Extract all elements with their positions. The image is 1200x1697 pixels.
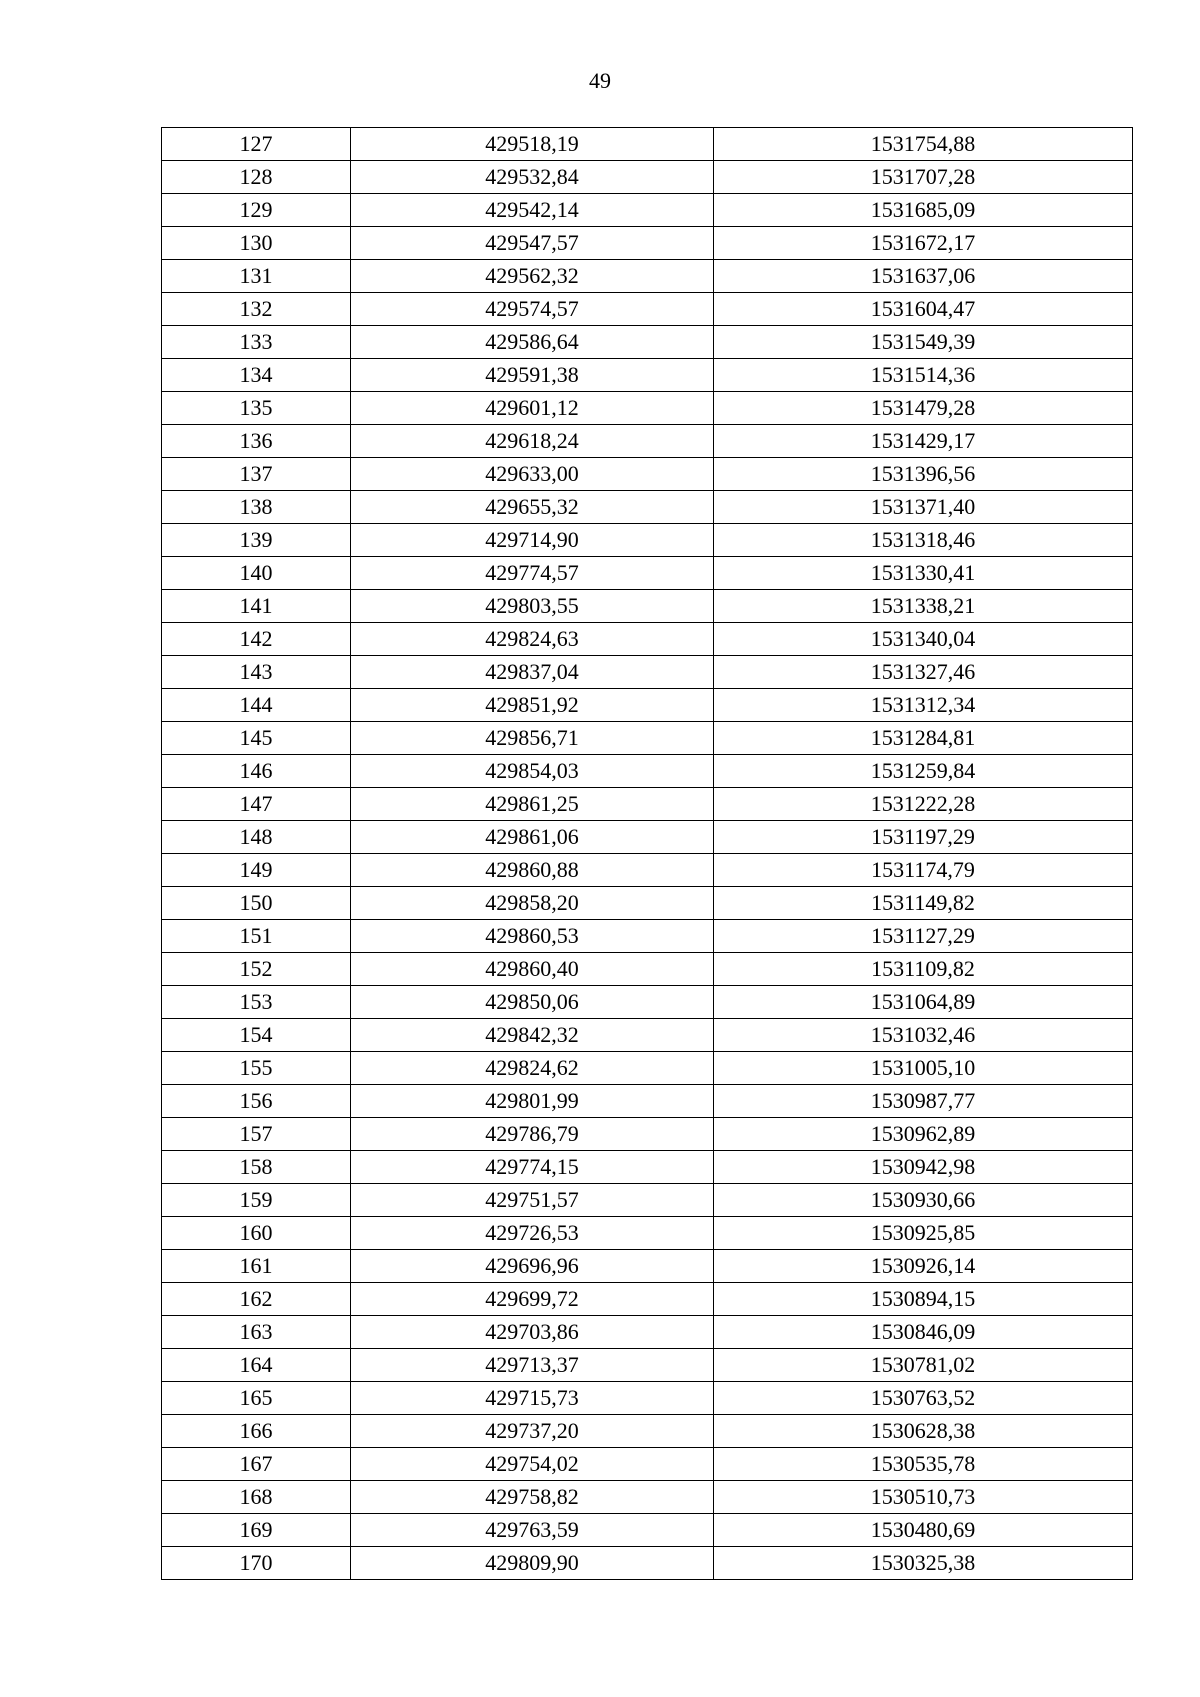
table-row	[162, 854, 1133, 887]
point-number-cell: 132	[162, 293, 351, 326]
point-number-cell: 160	[162, 1217, 351, 1250]
y-coordinate-cell: 1530781,02	[714, 1349, 1133, 1382]
table-row	[162, 1052, 1133, 1085]
table-row	[162, 953, 1133, 986]
point-number-cell: 158	[162, 1151, 351, 1184]
point-number-cell: 162	[162, 1283, 351, 1316]
x-coordinate-cell: 429713,37	[351, 1349, 714, 1382]
table-row	[162, 1547, 1133, 1580]
y-coordinate-cell: 1531672,17	[714, 227, 1133, 260]
point-number-cell: 154	[162, 1019, 351, 1052]
point-number-cell: 146	[162, 755, 351, 788]
x-coordinate-cell: 429714,90	[351, 524, 714, 557]
point-number-cell: 137	[162, 458, 351, 491]
table-row	[162, 491, 1133, 524]
y-coordinate-cell: 1530894,15	[714, 1283, 1133, 1316]
x-coordinate-cell: 429803,55	[351, 590, 714, 623]
y-coordinate-cell: 1531312,34	[714, 689, 1133, 722]
y-coordinate-cell: 1531637,06	[714, 260, 1133, 293]
point-number-cell: 170	[162, 1547, 351, 1580]
x-coordinate-cell: 429860,53	[351, 920, 714, 953]
x-coordinate-cell: 429726,53	[351, 1217, 714, 1250]
point-number-cell: 148	[162, 821, 351, 854]
point-number-cell: 138	[162, 491, 351, 524]
x-coordinate-cell: 429856,71	[351, 722, 714, 755]
table-row	[162, 260, 1133, 293]
table-row	[162, 1448, 1133, 1481]
y-coordinate-cell: 1531284,81	[714, 722, 1133, 755]
point-number-cell: 135	[162, 392, 351, 425]
x-coordinate-cell: 429837,04	[351, 656, 714, 689]
point-number-cell: 130	[162, 227, 351, 260]
x-coordinate-cell: 429751,57	[351, 1184, 714, 1217]
table-row	[162, 1283, 1133, 1316]
x-coordinate-cell: 429861,25	[351, 788, 714, 821]
point-number-cell: 167	[162, 1448, 351, 1481]
y-coordinate-cell: 1530510,73	[714, 1481, 1133, 1514]
x-coordinate-cell: 429715,73	[351, 1382, 714, 1415]
table-row	[162, 326, 1133, 359]
point-number-cell: 165	[162, 1382, 351, 1415]
point-number-cell: 163	[162, 1316, 351, 1349]
y-coordinate-cell: 1531479,28	[714, 392, 1133, 425]
point-number-cell: 155	[162, 1052, 351, 1085]
y-coordinate-cell: 1530930,66	[714, 1184, 1133, 1217]
table-row	[162, 656, 1133, 689]
y-coordinate-cell: 1530325,38	[714, 1547, 1133, 1580]
x-coordinate-cell: 429758,82	[351, 1481, 714, 1514]
y-coordinate-cell: 1531338,21	[714, 590, 1133, 623]
table-row	[162, 821, 1133, 854]
point-number-cell: 151	[162, 920, 351, 953]
x-coordinate-cell: 429542,14	[351, 194, 714, 227]
x-coordinate-cell: 429858,20	[351, 887, 714, 920]
x-coordinate-cell: 429774,15	[351, 1151, 714, 1184]
y-coordinate-cell: 1530962,89	[714, 1118, 1133, 1151]
x-coordinate-cell: 429860,40	[351, 953, 714, 986]
table-row	[162, 590, 1133, 623]
y-coordinate-cell: 1531127,29	[714, 920, 1133, 953]
table-row	[162, 1514, 1133, 1547]
table-row	[162, 524, 1133, 557]
y-coordinate-cell: 1530763,52	[714, 1382, 1133, 1415]
y-coordinate-cell: 1531197,29	[714, 821, 1133, 854]
y-coordinate-cell: 1530480,69	[714, 1514, 1133, 1547]
x-coordinate-cell: 429601,12	[351, 392, 714, 425]
page-number: 49	[589, 68, 611, 93]
table-row	[162, 689, 1133, 722]
table-row	[162, 1019, 1133, 1052]
x-coordinate-cell: 429824,63	[351, 623, 714, 656]
point-number-cell: 157	[162, 1118, 351, 1151]
y-coordinate-cell: 1531064,89	[714, 986, 1133, 1019]
x-coordinate-cell: 429562,32	[351, 260, 714, 293]
y-coordinate-cell: 1531327,46	[714, 656, 1133, 689]
table-row	[162, 557, 1133, 590]
point-number-cell: 128	[162, 161, 351, 194]
table-row	[162, 887, 1133, 920]
y-coordinate-cell: 1531032,46	[714, 1019, 1133, 1052]
table-row	[162, 1349, 1133, 1382]
point-number-cell: 139	[162, 524, 351, 557]
point-number-cell: 144	[162, 689, 351, 722]
x-coordinate-cell: 429824,62	[351, 1052, 714, 1085]
y-coordinate-cell: 1531222,28	[714, 788, 1133, 821]
y-coordinate-cell: 1531429,17	[714, 425, 1133, 458]
x-coordinate-cell: 429801,99	[351, 1085, 714, 1118]
x-coordinate-cell: 429703,86	[351, 1316, 714, 1349]
point-number-cell: 136	[162, 425, 351, 458]
x-coordinate-cell: 429699,72	[351, 1283, 714, 1316]
table-row	[162, 920, 1133, 953]
table-row	[162, 128, 1133, 161]
table-row	[162, 1250, 1133, 1283]
point-number-cell: 164	[162, 1349, 351, 1382]
y-coordinate-cell: 1531549,39	[714, 326, 1133, 359]
y-coordinate-cell: 1531149,82	[714, 887, 1133, 920]
y-coordinate-cell: 1531685,09	[714, 194, 1133, 227]
x-coordinate-cell: 429860,88	[351, 854, 714, 887]
y-coordinate-cell: 1531259,84	[714, 755, 1133, 788]
y-coordinate-cell: 1531396,56	[714, 458, 1133, 491]
y-coordinate-cell: 1531340,04	[714, 623, 1133, 656]
table-row	[162, 1118, 1133, 1151]
table-row	[162, 1184, 1133, 1217]
table-row	[162, 788, 1133, 821]
table-row	[162, 161, 1133, 194]
table-row	[162, 1415, 1133, 1448]
y-coordinate-cell: 1531604,47	[714, 293, 1133, 326]
table-row	[162, 1382, 1133, 1415]
x-coordinate-cell: 429809,90	[351, 1547, 714, 1580]
x-coordinate-cell: 429518,19	[351, 128, 714, 161]
point-number-cell: 168	[162, 1481, 351, 1514]
table-row	[162, 227, 1133, 260]
x-coordinate-cell: 429861,06	[351, 821, 714, 854]
point-number-cell: 145	[162, 722, 351, 755]
x-coordinate-cell: 429763,59	[351, 1514, 714, 1547]
point-number-cell: 147	[162, 788, 351, 821]
x-coordinate-cell: 429547,57	[351, 227, 714, 260]
table-row	[162, 392, 1133, 425]
point-number-cell: 143	[162, 656, 351, 689]
y-coordinate-cell: 1530926,14	[714, 1250, 1133, 1283]
y-coordinate-cell: 1531330,41	[714, 557, 1133, 590]
point-number-cell: 134	[162, 359, 351, 392]
x-coordinate-cell: 429574,57	[351, 293, 714, 326]
y-coordinate-cell: 1530987,77	[714, 1085, 1133, 1118]
table-row	[162, 1217, 1133, 1250]
y-coordinate-cell: 1531109,82	[714, 953, 1133, 986]
point-number-cell: 169	[162, 1514, 351, 1547]
x-coordinate-cell: 429618,24	[351, 425, 714, 458]
point-number-cell: 129	[162, 194, 351, 227]
x-coordinate-cell: 429850,06	[351, 986, 714, 1019]
point-number-cell: 141	[162, 590, 351, 623]
point-number-cell: 131	[162, 260, 351, 293]
y-coordinate-cell: 1531514,36	[714, 359, 1133, 392]
point-number-cell: 149	[162, 854, 351, 887]
point-number-cell: 166	[162, 1415, 351, 1448]
y-coordinate-cell: 1531754,88	[714, 128, 1133, 161]
point-number-cell: 159	[162, 1184, 351, 1217]
point-number-cell: 142	[162, 623, 351, 656]
y-coordinate-cell: 1530925,85	[714, 1217, 1133, 1250]
table-row	[162, 194, 1133, 227]
y-coordinate-cell: 1530942,98	[714, 1151, 1133, 1184]
x-coordinate-cell: 429754,02	[351, 1448, 714, 1481]
y-coordinate-cell: 1531371,40	[714, 491, 1133, 524]
table-row	[162, 722, 1133, 755]
x-coordinate-cell: 429842,32	[351, 1019, 714, 1052]
point-number-cell: 127	[162, 128, 351, 161]
table-row	[162, 623, 1133, 656]
y-coordinate-cell: 1531707,28	[714, 161, 1133, 194]
x-coordinate-cell: 429633,00	[351, 458, 714, 491]
point-number-cell: 161	[162, 1250, 351, 1283]
x-coordinate-cell: 429655,32	[351, 491, 714, 524]
x-coordinate-cell: 429786,79	[351, 1118, 714, 1151]
table-row	[162, 1085, 1133, 1118]
x-coordinate-cell: 429696,96	[351, 1250, 714, 1283]
y-coordinate-cell: 1530535,78	[714, 1448, 1133, 1481]
table-row	[162, 458, 1133, 491]
table-row	[162, 1151, 1133, 1184]
y-coordinate-cell: 1531174,79	[714, 854, 1133, 887]
x-coordinate-cell: 429591,38	[351, 359, 714, 392]
point-number-cell: 152	[162, 953, 351, 986]
point-number-cell: 156	[162, 1085, 351, 1118]
table-row	[162, 1481, 1133, 1514]
table-row	[162, 425, 1133, 458]
x-coordinate-cell: 429532,84	[351, 161, 714, 194]
table-row	[162, 986, 1133, 1019]
table-row	[162, 755, 1133, 788]
coordinates-table-body	[162, 128, 1133, 1580]
x-coordinate-cell: 429851,92	[351, 689, 714, 722]
x-coordinate-cell: 429586,64	[351, 326, 714, 359]
y-coordinate-cell: 1531318,46	[714, 524, 1133, 557]
y-coordinate-cell: 1531005,10	[714, 1052, 1133, 1085]
x-coordinate-cell: 429774,57	[351, 557, 714, 590]
y-coordinate-cell: 1530628,38	[714, 1415, 1133, 1448]
x-coordinate-cell: 429854,03	[351, 755, 714, 788]
point-number-cell: 150	[162, 887, 351, 920]
coordinates-table	[161, 127, 1133, 1580]
table-row	[162, 359, 1133, 392]
point-number-cell: 140	[162, 557, 351, 590]
table-row	[162, 1316, 1133, 1349]
point-number-cell: 133	[162, 326, 351, 359]
point-number-cell: 153	[162, 986, 351, 1019]
x-coordinate-cell: 429737,20	[351, 1415, 714, 1448]
y-coordinate-cell: 1530846,09	[714, 1316, 1133, 1349]
table-row	[162, 293, 1133, 326]
